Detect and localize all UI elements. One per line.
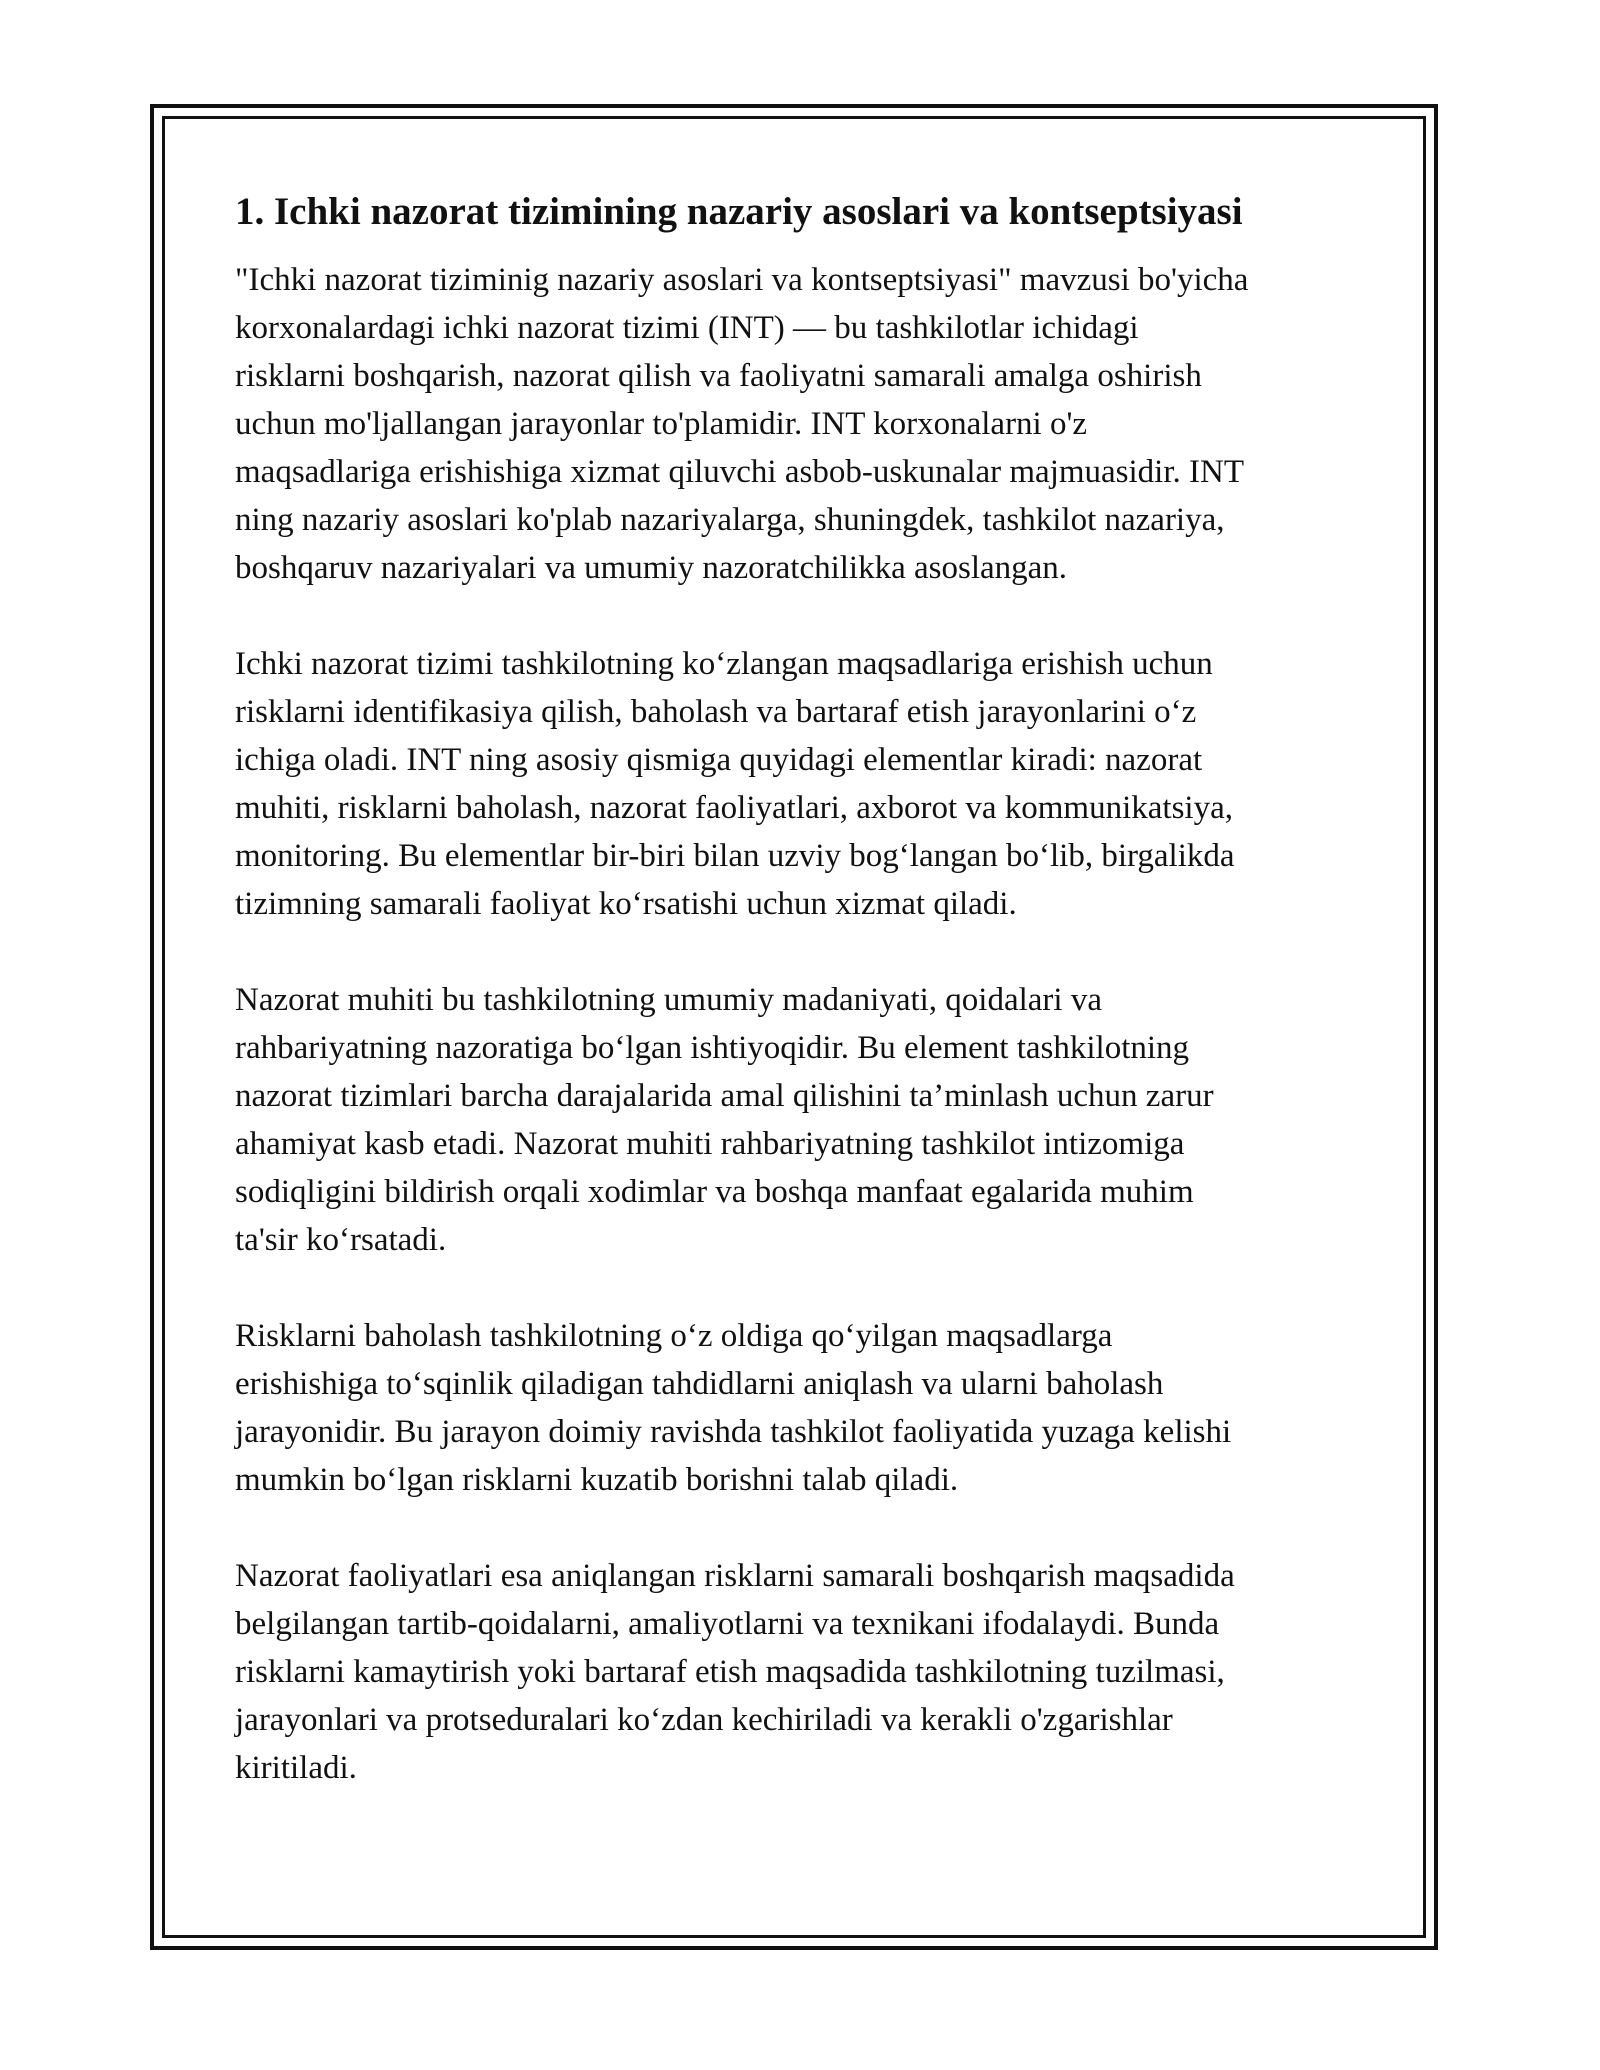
text-line: monitoring. Bu elementlar bir-biri bilan uzviy bog‘langan bo‘lib, birgalikda (235, 838, 1235, 874)
section-heading: 1. Ichki nazorat tizimining nazariy asoslari va kontseptsiyasi (235, 190, 1243, 233)
text-line: "Ichki nazorat tiziminig nazariy asoslari va kontseptsiyasi" mavzusi bo'yicha (235, 262, 1249, 298)
text-line: uchun mo'ljallangan jarayonlar to'plamidir. INT korxonalarni o'z (235, 406, 1088, 442)
text-line: maqsadlariga erishishiga xizmat qiluvchi asbob-uskunalar majmuasidir. INT (235, 454, 1244, 490)
paragraph-4 (235, 1312, 1365, 1504)
text-line: risklarni boshqarish, nazorat qilish va faoliyatni samarali amalga oshirish (235, 358, 1202, 394)
text-line: risklarni identifikasiya qilish, baholash va bartaraf etish jarayonlarini o‘z (235, 694, 1197, 730)
text-line: rahbariyatning nazoratiga bo‘lgan ishtiyoqidir. Bu element tashkilotning (235, 1030, 1190, 1066)
text-line: ichiga oladi. INT ning asosiy qismiga quyidagi elementlar kiradi: nazorat (235, 742, 1203, 778)
text-line: jarayonidir. Bu jarayon doimiy ravishda tashkilot faoliyatida yuzaga kelishi (235, 1414, 1232, 1450)
text-line: Risklarni baholash tashkilotning o‘z oldiga qo‘yilgan maqsadlarga (235, 1318, 1113, 1354)
text-line: korxonalardagi ichki nazorat tizimi (INT) — bu tashkilotlar ichidagi (235, 310, 1139, 346)
text-line: Nazorat muhiti bu tashkilotning umumiy madaniyati, qoidalari va (235, 982, 1102, 1018)
text-line: Ichki nazorat tizimi tashkilotning ko‘zlangan maqsadlariga erishish uchun (235, 646, 1213, 682)
text-line: jarayonlari va protseduralari ko‘zdan kechiriladi va kerakli o'zgarishlar (235, 1702, 1173, 1738)
document-body (235, 188, 1365, 1840)
text-line: ahamiyat kasb etadi. Nazorat muhiti rahbariyatning tashkilot intizomiga (235, 1126, 1185, 1162)
text-line: nazorat tizimlari barcha darajalarida amal qilishini ta’minlash uchun zarur (235, 1078, 1214, 1114)
text-line: risklarni kamaytirish yoki bartaraf etish maqsadida tashkilotning tuzilmasi, (235, 1654, 1225, 1690)
paragraph-1 (235, 256, 1365, 592)
text-line: muhiti, risklarni baholash, nazorat faoliyatlari, axborot va kommunikatsiya, (235, 790, 1233, 826)
text-line: sodiqligini bildirish orqali xodimlar va boshqa manfaat egalarida muhim (235, 1174, 1194, 1210)
text-line: boshqaruv nazariyalari va umumiy nazoratchilikka asoslangan. (235, 550, 1068, 586)
text-line: tizimning samarali faoliyat ko‘rsatishi uchun xizmat qiladi. (235, 886, 1017, 922)
text-line: Nazorat faoliyatlari esa aniqlangan risklarni samarali boshqarish maqsadida (235, 1558, 1235, 1594)
text-line: belgilangan tartib-qoidalarni, amaliyotlarni va texnikani ifodalaydi. Bunda (235, 1606, 1220, 1642)
text-line: ning nazariy asoslari ko'plab nazariyalarga, shuningdek, tashkilot nazariya, (235, 502, 1225, 538)
text-line: kiritiladi. (235, 1750, 357, 1786)
text-line: mumkin bo‘lgan risklarni kuzatib borishni talab qiladi. (235, 1462, 959, 1498)
text-line: ta'sir ko‘rsatadi. (235, 1222, 447, 1258)
paragraph-5 (235, 1552, 1365, 1792)
text-line: erishishiga to‘sqinlik qiladigan tahdidlarni aniqlash va ularni baholash (235, 1366, 1164, 1402)
paragraph-3 (235, 976, 1365, 1264)
paragraph-2 (235, 640, 1365, 928)
